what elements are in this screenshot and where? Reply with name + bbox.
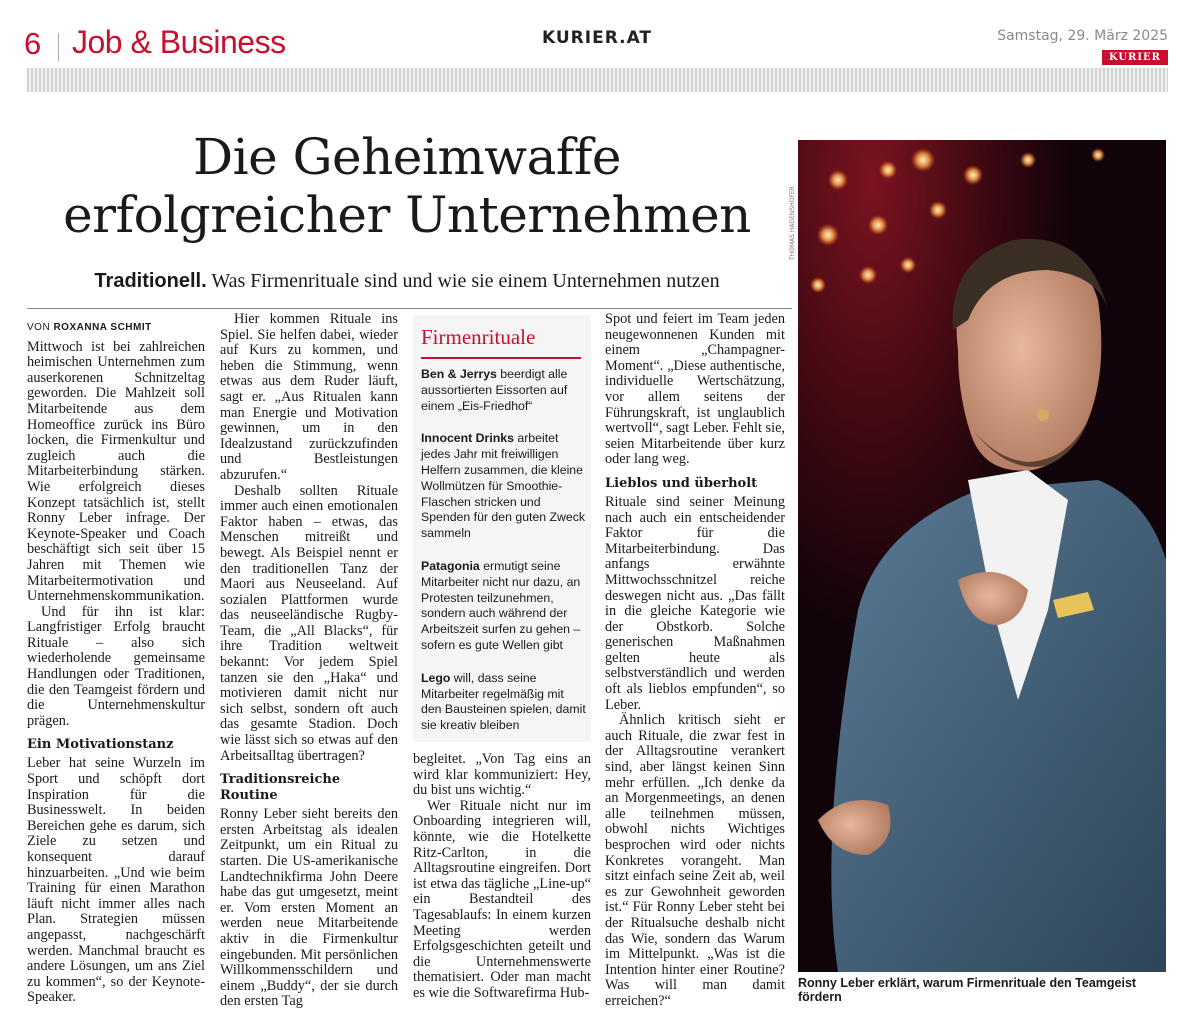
sidebar-item bbox=[421, 671, 586, 734]
issue-date: Samstag, 29. März 2025 bbox=[997, 28, 1168, 44]
sidebar-list bbox=[421, 367, 586, 751]
sidebar-rule bbox=[421, 357, 581, 359]
kurier-logo: KURIER bbox=[1102, 50, 1168, 65]
sidebar-item-brand: Innocent Drinks bbox=[421, 431, 514, 446]
subhead-kicker: Traditionell. bbox=[94, 270, 207, 292]
headline-line-2: erfolgreicher Unternehmen bbox=[63, 186, 751, 244]
paragraph: Spot und feiert im Team jeden neugewonnenen Kunden mit einem „Champagner-Moment“. „Diese authentische, individuelle Wertschätzung, vor allem seitens der Führungskraft, ist unglaublich wertvoll“, sagt Leber. Fehlt sie, seien Mitarbeitende über kurz oder lang weg. bbox=[605, 311, 785, 468]
page-number: 6 bbox=[24, 26, 42, 61]
headset-mic bbox=[1037, 409, 1049, 421]
sidebar-box bbox=[413, 315, 591, 742]
sidebar-item bbox=[421, 367, 586, 414]
paragraph: Rituale sind seiner Meinung nach auch ein entscheidender Faktor für die Mitarbeiterbindung. Das anfangs erwähnte Mittwochsschnitzel reiche deswegen nicht aus. „Das fällt in die gleiche Kategorie wie der Obstkorb. Solche generischen Maßnahmen gelten heute als selbstverständlich und werden oft als lieblos empfunden“, so Leber. bbox=[605, 493, 785, 713]
paragraph: Wer Rituale nicht nur im Onboarding integrieren will, könnte, wie die Hotelkette Ritz-Carlton, in die Alltagsroutine eingreifen. Dort ist etwa das tägliche „Line-up“ ein Bestandteil des Tagesablaufs: In einem kurzen Meeting werden Erfolgsgeschichten geteilt und die Unternehmenswerte thematisiert. Oder man macht es wie die Softwarefirma Hub- bbox=[413, 797, 591, 1001]
paragraph: Ronny Leber sieht bereits den ersten Arbeitstag als idealen Zeitpunkt, um ein Ritual zu starten. Die US-amerikanische Landtechnikfirma John Deere habe das gut umgesetzt, meint er. Vom ersten Moment an werden neue Mitarbeitende aktiv in die Firmenkultur eingebunden. Mit persönlichen Willkommensschildern und einem „Buddy“, der sie durch den ersten Tag bbox=[220, 806, 398, 1010]
byline-author: ROXANNA SCHMIT bbox=[53, 322, 152, 333]
paragraph: Hier kommen Rituale ins Spiel. Sie helfen dabei, wieder auf Kurs zu kommen, und heben die Stimmung, wenn etwas aus dem Ruder läuft, sagt er. „Aus Ritualen kann man Energie und Motivation gewinnen, um in den Idealzustand zurückzufinden und Bestleistungen abzurufen.“ bbox=[220, 311, 398, 483]
sidebar-item-brand: Ben & Jerrys bbox=[421, 367, 497, 381]
sidebar-item-text: will, dass seine Mitarbeiter regelmäßig mit den Bausteinen spielen, damit sie kreativ bleiben bbox=[421, 670, 586, 733]
section-title: Job & Business bbox=[72, 24, 286, 60]
article-column-4 bbox=[605, 312, 785, 1010]
sidebar-item-brand: Patagonia bbox=[421, 558, 480, 573]
header-stripe bbox=[27, 68, 1168, 92]
sidebar-item-text: ermutigt seine Mitarbeiter nicht nur dazu, an Protesten teilzunehmen, sondern auch während der Arbeitszeit surfen zu gehen – sofern es gute Wellen gibt bbox=[421, 558, 581, 652]
sidebar-item-text: beerdigt alle aussortierten Eissorten auf einem „Eis-Friedhof“ bbox=[421, 367, 568, 413]
paragraph: begleitet. „Von Tag eins an wird klar kommuniziert: Hey, du bist uns wichtig.“ bbox=[413, 751, 591, 799]
subheading: Lieblos und überholt bbox=[605, 475, 758, 491]
sidebar-item-text: arbeitet jedes Jahr mit freiwilligen Helfern zusammen, die kleine Wollmützen für Smoothie-Flaschen stricken und Spenden für den guten Zweck sammeln bbox=[421, 431, 586, 541]
subheading: Ein Motivationstanz bbox=[27, 737, 174, 753]
site-name[interactable]: KURIER.AT bbox=[542, 28, 653, 48]
page-header bbox=[0, 0, 1200, 100]
sidebar-title: Firmenrituale bbox=[421, 325, 536, 349]
subhead-rule bbox=[27, 308, 792, 309]
sidebar-item bbox=[421, 431, 586, 542]
article-column-2 bbox=[220, 312, 398, 1010]
sidebar-item-brand: Lego bbox=[421, 670, 451, 685]
article-column-3 bbox=[413, 752, 591, 1002]
header-divider bbox=[58, 33, 59, 61]
paragraph: Mittwoch ist bei zahlreichen heimischen Unternehmen zum auserkorenen Schnitzeltag geworden. Die Mahlzeit soll Mitarbeitende aus dem Homeoffice zurück ins Büro locken, die Firmenkultur und zugleich auch die Mitarbeiterbindung stärken. Wie erfolgreich dieses Konzept tatsächlich ist, stellt Ronny Leber infrage. Der Keynote-Speaker und Coach beschäftigt sich seit über 15 Jahren mit Themen wie Mitarbeitermotivation und Unternehmenskommunikation. bbox=[27, 338, 205, 605]
photo-credit: THOMAS HAGENSHÖFER bbox=[789, 186, 796, 260]
article-headline bbox=[27, 128, 787, 244]
article-column-1 bbox=[27, 320, 205, 1006]
paragraph: Ähnlich kritisch sieht er auch Rituale, die zwar fest in der Alltagsroutine verankert sind, aber längst keinen Sinn mehr erfüllen. „Ich denke da an Morgenmeetings, an denen alle teilnehmen müssen, obwohl nichts Wichtiges besprochen wird oder nichts Konkretes vorangeht. Man sitzt einfach seine Zeit ab, weil es zur Gewohnheit geworden ist.“ Für Ronny Leber steht bei der Ritualsuche deshalb nicht das Wie, sondern das Warum im Mittelpunkt. „Was ist die Intention hinter einer Routine? Was will man damit erreichen?“ bbox=[605, 712, 785, 1009]
speaker-photo bbox=[798, 140, 1166, 972]
paragraph: Und für ihn ist klar: Langfristiger Erfolg braucht Rituale – also sich wiederholende gemeinsame Handlungen oder Traditionen, die den Teamgeist fördern und die Unternehmenskultur prägen. bbox=[27, 603, 205, 729]
paragraph: Deshalb sollten Rituale immer auch einen emotionalen Faktor haben – etwas, das Menschen mitreißt und bewegt. Als Beispiel nennt er den traditionellen Tanz der Maori aus Neuseeland. Auf sozialen Plattformen wurde das neuseeländische Rugby-Team, die „All Blacks“, für ihre Tradition weltweit bekannt: Vor jedem Spiel tanzen sie den „Haka“ und motivieren damit nicht nur sich selbst, sondern oft auch das gesamte Stadion. Doch wie lässt sich so etwas auf den Arbeitsalltag übertragen? bbox=[220, 482, 398, 764]
byline bbox=[27, 320, 205, 336]
subheading: Traditionsreiche Routine bbox=[220, 772, 341, 804]
article-subhead bbox=[27, 270, 787, 293]
byline-prefix: VON bbox=[27, 322, 51, 333]
photo-caption: Ronny Leber erklärt, warum Firmenrituale den Teamgeist fördern bbox=[798, 976, 1137, 1004]
paragraph: Leber hat seine Wurzeln im Sport und schöpft dort Inspiration für die Businesswelt. In beiden Bereichen gehe es darum, sich Ziele zu setzen und konsequent darauf hinzuarbeiten. „Und wie beim Training für einen Marathon läuft nicht immer alles nach Plan. Strategien müssen angepasst, nachgeschärft werden. Manchmal braucht es andere Lösungen, um ans Ziel zu kommen“, so der Keynote-Speaker. bbox=[27, 755, 205, 1006]
headline-line-1: Die Geheimwaffe bbox=[193, 128, 621, 186]
sidebar-item bbox=[421, 559, 586, 654]
subhead-text: Was Firmenrituale sind und wie sie einem Unternehmen nutzen bbox=[211, 270, 720, 292]
